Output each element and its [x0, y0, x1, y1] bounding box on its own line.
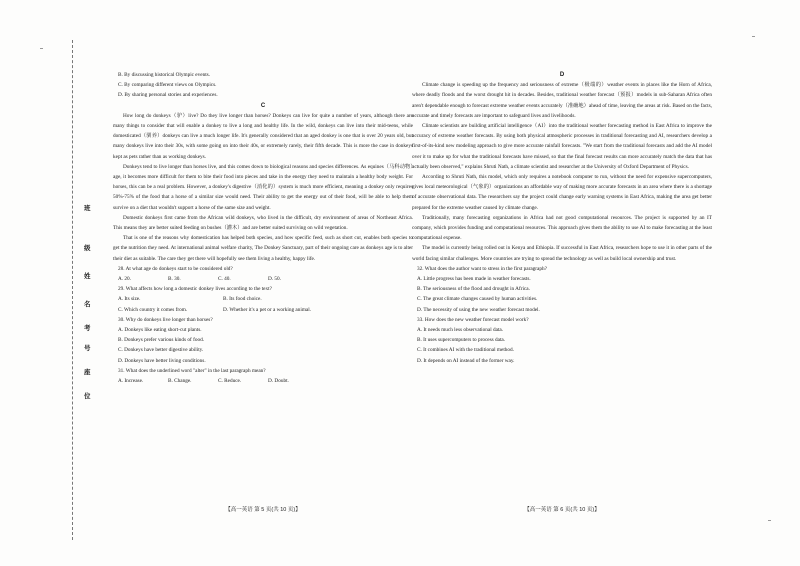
- passage-d-paragraph-4: Traditionally, many forecasting organizations in Africa had not good computational resources. The project is supported by an IT company, which provides funding and computational resources. This approach gives them the ability to use AI to make forecasting at the least computational expense.: [412, 214, 712, 242]
- q31-option-a: A. Increase.: [118, 378, 144, 385]
- q33-option-d: D. It depends on AI instead of the former way.: [417, 357, 515, 364]
- q29-option-c: C. Which country it comes from.: [118, 306, 188, 313]
- question-32: 32. What does the author want to stress in the first paragraph?: [417, 265, 547, 272]
- passage-d-paragraph-3: According to Shruti Nath, this model, which only requires a notebook computer to run, without the need for expensive supercomputers, gives local meteorological（气象的）organizations an affordable way of making more accurate forecasts in an area where there is a shortage of accurate observational data. The researchers say the project could change early warning systems in East Africa, making the area get better prepared for the extreme weather caused by climate change.: [412, 174, 712, 211]
- section-heading-d: D: [559, 72, 565, 78]
- q31-option-d: D. Doubt.: [268, 378, 289, 385]
- section-heading-c: C: [260, 102, 266, 109]
- prev-option-c: C. By comparing different views on Olympics.: [118, 82, 217, 89]
- left-column: [113, 70, 413, 386]
- question-29-options-ab: [113, 294, 413, 304]
- binding-char-ming: 名: [84, 300, 91, 308]
- q31-option-c: C. Reduce.: [218, 378, 242, 385]
- question-28-options: [113, 274, 413, 284]
- q28-option-d: D. 50.: [268, 276, 281, 283]
- q32-option-c: C. The great climate changes caused by human activities.: [417, 296, 538, 303]
- binding-char-zuo: 座: [84, 368, 91, 376]
- binding-char-xing: 姓: [84, 272, 91, 280]
- binding-char-ban: 班: [84, 204, 91, 212]
- passage-d-paragraph-5: The model is currently being rolled out in Kenya and Ethiopia. If successful in East Africa, researchers hope to use it in other parts of the world facing similar challenges. More countries are trying to spread the technology as well as build local ownership and trust.: [412, 245, 712, 262]
- q28-option-c: C. 40.: [218, 276, 231, 283]
- binding-char-wei: 位: [84, 392, 91, 400]
- prev-option-d: D. By sharing personal stories and experiences.: [118, 92, 218, 99]
- question-28: 28. At what age do donkeys start to be considered old?: [118, 265, 233, 272]
- q30-option-a: A. Donkeys like eating short-cut plants.: [118, 327, 202, 334]
- question-33: 33. How does the new weather forecast model work?: [417, 316, 529, 323]
- q30-option-b: B. Donkeys prefer various kinds of food.: [118, 337, 205, 344]
- passage-d-paragraph-2: Climate scientists are building artificial intelligence（AI）into the traditional weather forecasting method in East Africa to improve the accuracy of extreme weather forecasts. By using both physical atmospheric processes in traditional forecasting and AI, researchers develop a first-of-its-kind new modeling approach to give more accurate rainfall forecasts. "We start from the traditional forecasts and add the AI model over it to make up for what the traditional forecasts have missed, so that the final forecast results can more accurately match the data that has actually been observed," explains Shruti Nath, a climate scientist and researcher at the University of Oxford Department of Physics.: [412, 123, 712, 170]
- passage-c-paragraph-4: That is one of the reasons why domestication has helped both species, and how specific feed, such as short cut, enables both species to get the nutrition they need. At international animal welfare charity, The Donkey Sanctuary, part of their ongoing care as donkeys age is to alter their diet as suitable. The care they get there will hopefully see them living a healthy, happy life.: [113, 235, 413, 262]
- question-31: 31. What does the underlined word "alter" in the last paragraph mean?: [118, 367, 266, 374]
- q30-option-c: C. Donkeys have better digestive ability.: [118, 347, 204, 354]
- binding-char-kao: 考: [84, 324, 91, 332]
- passage-c-paragraph-2: Donkeys tend to live longer than horses live, and this comes down to biological reasons and species differences. As equines（马科动物）age, it becomes more difficult for them to bite their food into pieces and take in the energy they need to maintain a healthy body weight. For horses, this can be a real problem. However, a donkey's digestive（消化的）system is much more efficient, meaning a donkey only requires 50%-75% of the food that a horse of a similar size would need. Their ability to get the energy out of their food, will be able to help them survive on a diet that wouldn't support a horse of the same size and weight.: [113, 163, 413, 211]
- page-footer-left: 【高一英语 第 5 页(共 10 页)】: [225, 507, 301, 513]
- q33-option-b: B. It uses supercomputers to process data.: [417, 337, 506, 344]
- q32-option-a: A. Little progress has been made in weather forecasts.: [417, 276, 531, 283]
- q28-option-a: A. 20.: [118, 276, 131, 283]
- binding-char-hao: 号: [84, 344, 91, 352]
- passage-d-paragraph-1: Climate change is speeding up the frequency and seriousness of extreme（极端的）weather events in places like the Horn of Africa, where deadly floods and the worst drought hit in decades. Besides, traditional weather forecast（预报）models in sub-Saharan Africa often aren't dependable enough to forecast extreme weather events accurately（准确地）ahead of time, leaving the areas at risk. Based on the facts, accurate and timely forecasts are important to safeguard lives and livelihoods.: [412, 82, 712, 119]
- right-column: [412, 70, 712, 366]
- page-footer-right: 【高一英语 第 6 页(共 10 页)】: [524, 507, 600, 513]
- question-30: 30. Why do donkeys live longer than horses?: [118, 316, 213, 323]
- q28-option-b: B. 30.: [168, 276, 181, 283]
- q32-option-d: D. The necessity of using the new weather forecast model.: [417, 306, 540, 313]
- question-29: 29. What affects how long a domestic donkey lives according to the text?: [118, 286, 272, 293]
- scan-speck: [768, 520, 771, 521]
- q30-option-d: D. Donkeys have better living conditions.: [118, 357, 206, 364]
- q29-option-d: D. Whether it's a pet or a working animal.: [223, 306, 312, 313]
- prev-option-b: B. By discussing historical Olympic events.: [118, 72, 211, 78]
- question-29-options-cd: [113, 305, 413, 315]
- q29-option-a: A. Its size.: [118, 296, 141, 303]
- question-31-options: [113, 376, 413, 386]
- scan-speck: [40, 48, 43, 49]
- q32-option-b: B. The seriousness of the flood and drought in Africa.: [417, 286, 530, 293]
- binding-char-ji: 级: [84, 244, 91, 252]
- binding-dashed-line: [72, 40, 73, 540]
- q33-option-a: A. It needs much less observational data.: [417, 327, 504, 334]
- q31-option-b: B. Change.: [168, 378, 192, 385]
- q29-option-b: B. Its food choice.: [223, 296, 262, 303]
- passage-c-paragraph-3: Domestic donkeys first came from the African wild donkeys, who lived in the difficult, dry environment of areas of Northeast Africa. This means they are better suited feeding on bushes（灌木）and are better suited surviving on wild vegetation.: [113, 214, 413, 232]
- binding-strip: [0, 0, 102, 566]
- scan-speck: [752, 36, 755, 37]
- q33-option-c: C. It combines AI with the traditional method.: [417, 347, 514, 354]
- passage-c-paragraph-1: How long do donkeys（驴）live? Do they live longer than horses? Donkeys can live for quite a number of years, although there are many things to consider that will enable a donkey to live a long and healthy life. In the wild, donkeys can live into their mid-teens, while domesticated（驯养）donkeys can live a much longer life. It's generally considered that an aged donkey is one that is over 20 years old, but many donkeys live into their 30s, with some going on into their 40s, or extremely rarely, their fifth decade. This is more the case in donkeys kept as pets rather than as working donkeys.: [113, 112, 413, 160]
